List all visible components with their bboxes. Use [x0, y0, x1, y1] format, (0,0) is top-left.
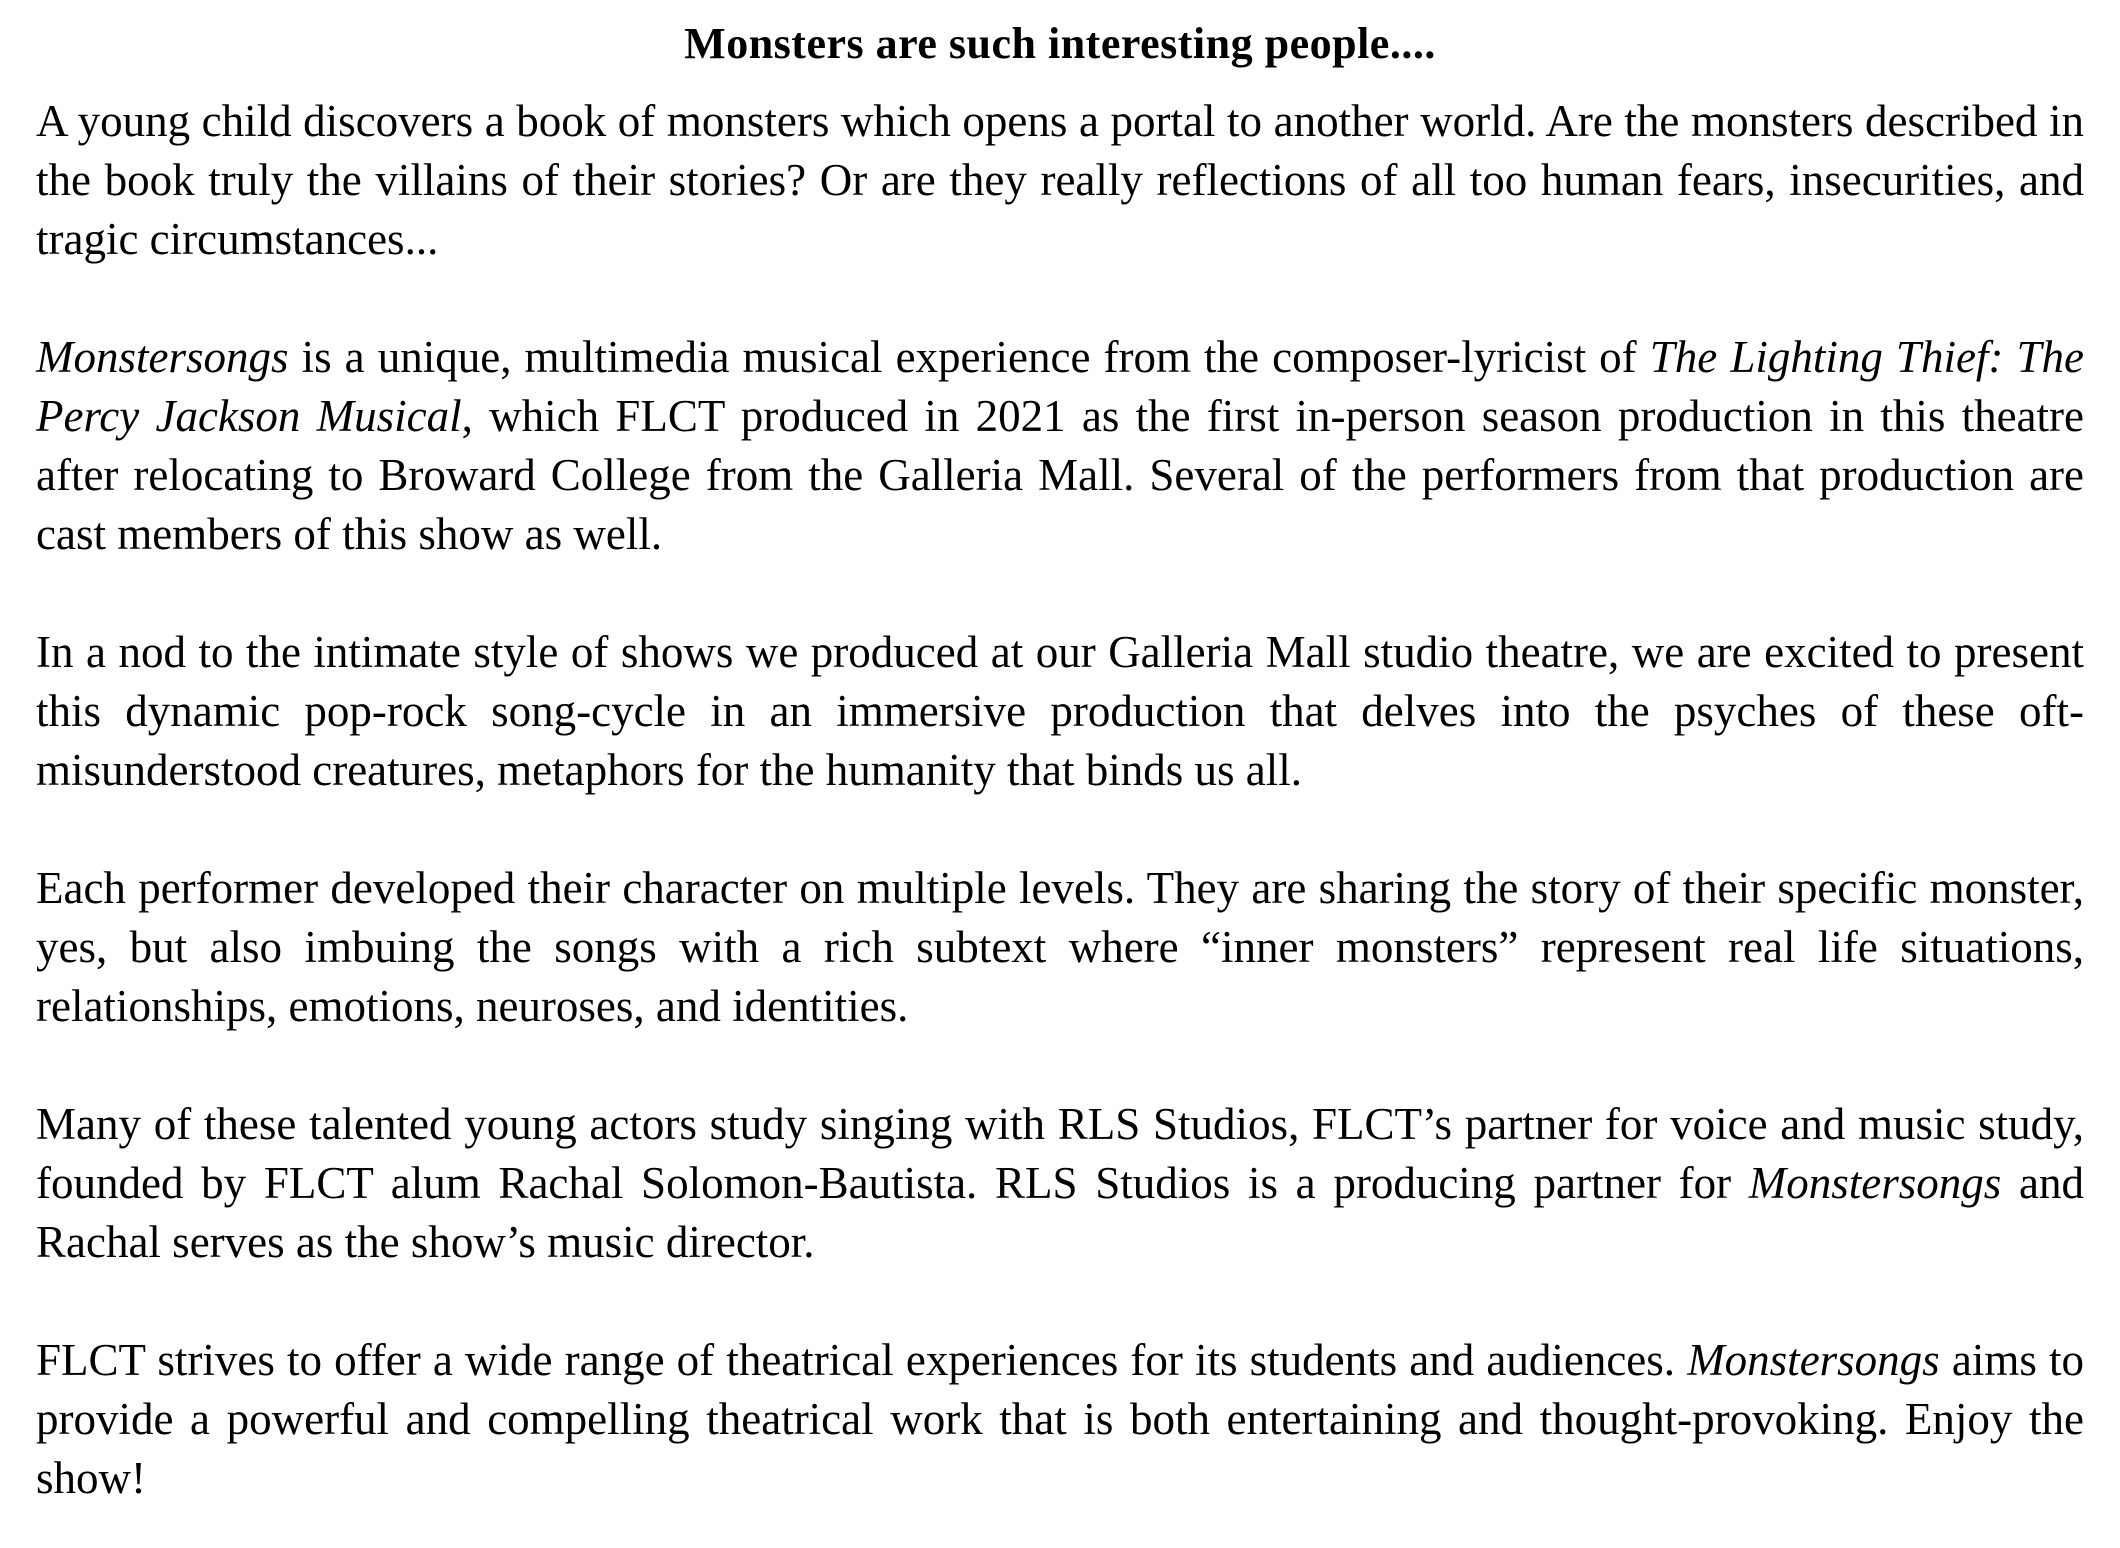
paragraph-performers	[36, 859, 2084, 1036]
paragraph-closing	[36, 1331, 2084, 1508]
paragraph-production-style	[36, 623, 2084, 800]
show-title-italic: Monstersongs	[1748, 1158, 2002, 1208]
paragraph-text: is a unique, multimedia musical experience from the composer-lyricist of	[288, 332, 1650, 382]
show-title-italic: Monstersongs	[36, 332, 289, 382]
work-title-italic: The Lighting Thief: The Percy Jackson Musical	[36, 332, 2084, 441]
paragraph-text: Each performer developed their character on multiple levels. They are sharing the story of their specific monster, yes, but also imbuing the songs with a rich subtext where “inner monsters” represent real life situations, relationships, emotions, neuroses, and identities.	[36, 863, 2084, 1031]
paragraph-text: A young child discovers a book of monsters which opens a portal to another world. Are the monsters described in the book truly the villains of their stories? Or are they really reflections of all too human fears, insecurities, and tragic circumstances...	[36, 96, 2084, 264]
paragraph-text: and Rachal serves as the show’s music director.	[36, 1158, 2084, 1267]
paragraph-intro	[36, 92, 2084, 269]
paragraph-text: FLCT strives to offer a wide range of theatrical experiences for its students and audiences.	[36, 1335, 1688, 1385]
paragraph-rls-studios	[36, 1095, 2084, 1272]
paragraph-text: Many of these talented young actors study singing with RLS Studios, FLCT’s partner for voice and music study, founded by FLCT alum Rachal Solomon-Bautista. RLS Studios is a producing partner for	[36, 1099, 2084, 1208]
program-note-page	[36, 0, 2084, 1508]
paragraph-text: , which FLCT produced in 2021 as the first in-person season production in this theatre after relocating to Broward College from the Galleria Mall. Several of the performers from that production are cast members of this show as well.	[36, 391, 2084, 559]
paragraph-text: In a nod to the intimate style of shows we produced at our Galleria Mall studio theatre, we are excited to present this dynamic pop-rock song-cycle in an immersive production that delves into the psyches of these oft-misunderstood creatures, metaphors for the humanity that binds us all.	[36, 627, 2084, 795]
show-title-italic: Monstersongs	[1687, 1335, 1940, 1385]
page-title: Monsters are such interesting people....	[684, 19, 1436, 68]
paragraph-text: aims to provide a powerful and compelling theatrical work that is both entertaining and thought-provoking. Enjoy the show!	[36, 1335, 2084, 1503]
paragraph-about-show	[36, 328, 2084, 564]
